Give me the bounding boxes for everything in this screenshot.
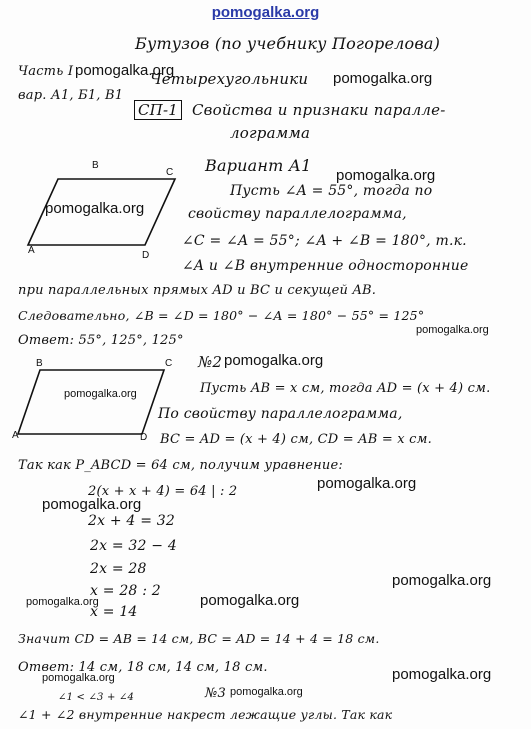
line-12: Так как P_ABCD = 64 см, получим уравнение:	[18, 458, 343, 473]
line-10: По свойству параллелограмма,	[158, 406, 403, 422]
line-01: Пусть ∠A = 55°, тогда по	[230, 183, 433, 199]
section-code: СП-1	[134, 101, 182, 119]
site-header-link[interactable]: pomogalka.org	[211, 4, 320, 21]
small-note: ∠1 < ∠3 + ∠4	[58, 692, 135, 703]
line-22: ∠1 + ∠2 внутренние накрест лежащие углы. Так как	[18, 707, 393, 722]
line-03: ∠C = ∠A = 55°; ∠A + ∠B = 180°, т.к.	[182, 233, 467, 249]
line-09: Пусть AB = x см, тогда AD = (x + 4) см.	[200, 381, 491, 396]
variants-label: вар. А1, Б1, В1	[18, 88, 124, 103]
watermark: pomogalka.org	[200, 592, 300, 609]
line-02: свойству параллелограмма,	[188, 206, 407, 222]
part-label: Часть I	[18, 64, 74, 79]
watermark: pomogalka.org	[26, 596, 99, 608]
line-07: Ответ: 55°, 125°, 125°	[18, 333, 184, 348]
watermark: pomogalka.org	[392, 572, 492, 589]
line-14: 2x + 4 = 32	[88, 513, 175, 529]
fig1-label-c: C	[166, 167, 174, 178]
fig2-label-c: C	[165, 358, 173, 369]
fig1-label-d: D	[142, 250, 150, 261]
watermark: pomogalka.org	[333, 70, 433, 87]
task-3-number: №3	[205, 686, 226, 701]
fig2-label-d: D	[140, 432, 148, 443]
fig2-label-a: A	[12, 430, 19, 441]
line-17: x = 28 : 2	[90, 583, 161, 599]
chapter-title: Четырехугольники	[150, 70, 309, 88]
section-title-line2: лограмма	[230, 124, 311, 142]
line-04: ∠A и ∠B внутренние односторонние	[182, 258, 469, 274]
parallelogram-figure-2	[14, 362, 174, 442]
fig2-label-b: B	[36, 358, 43, 369]
task-2-number: №2	[198, 353, 223, 371]
section-title-line1: Свойства и признаки паралле-	[192, 101, 446, 119]
line-15: 2x = 32 − 4	[90, 538, 177, 554]
book-title: Бутузов (по учебнику Погорелова)	[135, 34, 441, 53]
watermark: pomogalka.org	[230, 686, 303, 698]
line-18: x = 14	[90, 604, 138, 620]
line-11: BC = AD = (x + 4) см, CD = AB = x см.	[160, 432, 432, 447]
line-13: 2(x + x + 4) = 64 | : 2	[88, 484, 238, 499]
watermark: pomogalka.org	[392, 666, 492, 683]
watermark: pomogalka.org	[45, 200, 145, 217]
fig1-label-a: A	[28, 245, 35, 256]
fig1-label-b: B	[92, 160, 99, 171]
line-19: Значит CD = AB = 14 см, BC = AD = 14 + 4 = 18 см.	[18, 631, 380, 646]
line-20: Ответ: 14 см, 18 см, 14 см, 18 см.	[18, 660, 268, 675]
watermark: pomogalka.org	[336, 167, 436, 184]
watermark: pomogalka.org	[64, 388, 137, 400]
watermark: pomogalka.org	[317, 475, 417, 492]
line-06: Следовательно, ∠B = ∠D = 180° − ∠A = 180° − 55° = 125°	[18, 308, 425, 323]
watermark: pomogalka.org	[42, 672, 115, 684]
watermark: pomogalka.org	[42, 496, 142, 513]
watermark: pomogalka.org	[75, 62, 175, 79]
line-16: 2x = 28	[90, 561, 147, 577]
watermark: pomogalka.org	[224, 352, 324, 369]
variant-heading: Вариант А1	[205, 156, 312, 175]
line-05: при параллельных прямых AD и BC и секущей AB.	[18, 283, 377, 298]
watermark: pomogalka.org	[416, 324, 489, 336]
